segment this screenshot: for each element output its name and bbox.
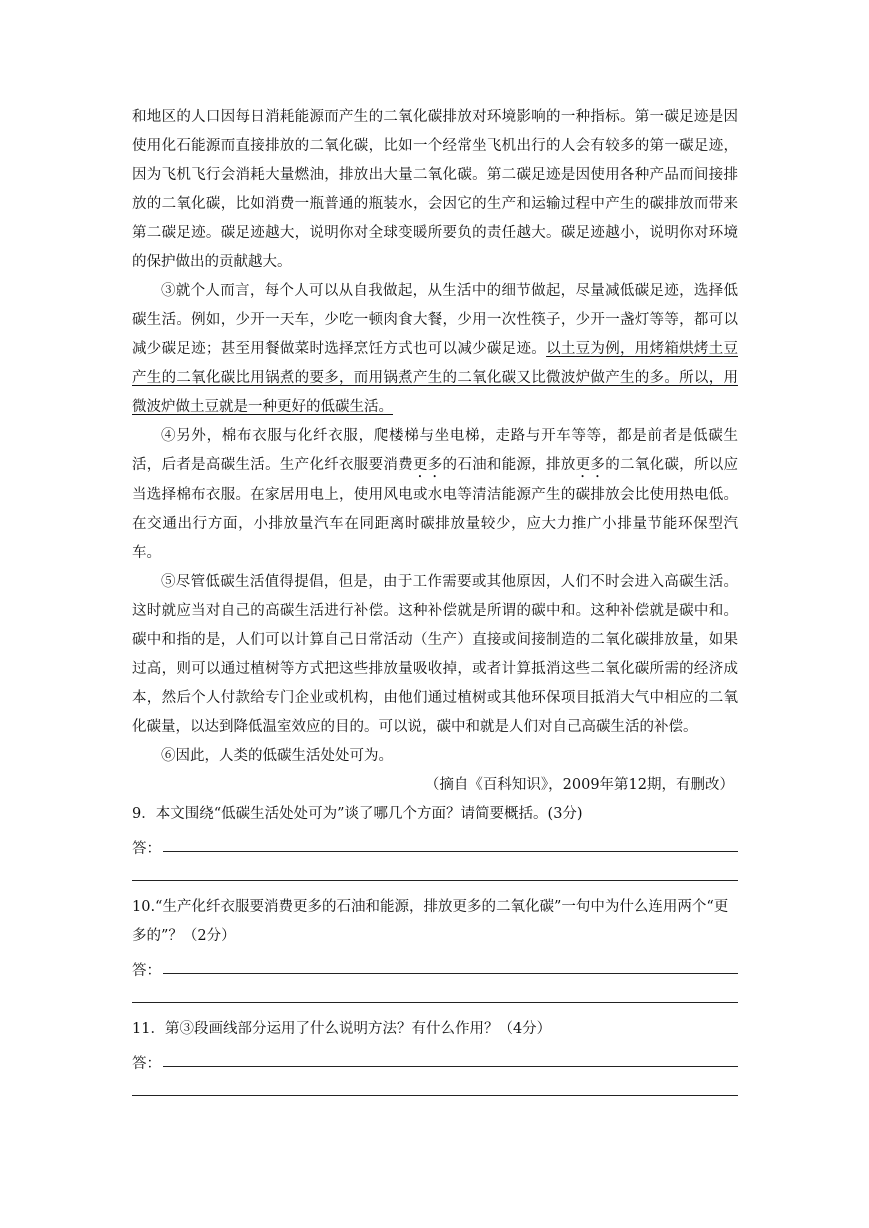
emphasis-more-2: 更多: [575, 457, 606, 473]
answer-line: [132, 1002, 738, 1003]
answer-11[interactable]: [132, 1044, 738, 1073]
answer-11-line-2[interactable]: [132, 1073, 738, 1102]
answer-9[interactable]: [132, 829, 738, 858]
paragraph-6: ⑥因此，人类的低碳生活处处可为。: [161, 748, 393, 764]
document-page: [132, 103, 738, 1102]
paragraph-4: [132, 422, 738, 568]
answer-line: [163, 973, 738, 974]
answer-label: 答：: [132, 1056, 161, 1072]
question-11: 11．第③段画线部分运用了什么说明方法？有什么作用？（4分）: [132, 1021, 552, 1037]
answer-10[interactable]: [132, 951, 738, 980]
paragraph-3-underlined: 以土豆为例，用烤箱烘烤土豆产生的二氧化碳比用锅煮的要多，而用锅煮产生的二氧化碳又比微波炉做产生的多。所以，用微波炉做土豆就是一种更好的低碳生活。: [132, 341, 739, 415]
emphasis-more-1: 更多: [412, 457, 443, 473]
paragraph-4-text-a: ④另外，棉布衣服与化纤衣服，爬楼梯与坐电梯，走路与开车等等，都是前者是低碳生活，后者是高碳生活。生产化纤衣服要消费: [132, 428, 738, 473]
source-citation: （摘自《百科知识》，2009年第12期，有删改）: [424, 777, 734, 793]
paragraph-3-text: ③就个人而言，每个人可以从自我做起，从生活中的细节做起，尽量减低碳足迹，选择低碳生活。例如，少开一天车，少吃一顿肉食大餐，少用一次性筷子，少开一盏灯等等，都可以减少碳足迹；甚至用餐做菜时选择烹饪方式也可以减少碳足迹。: [132, 283, 738, 357]
answer-line: [163, 1066, 738, 1067]
answer-line: [163, 851, 738, 852]
paragraph-intro: 和地区的人口因每日消耗能源而产生的二氧化碳排放对环境影响的一种指标。第一碳足迹是因使用化石能源而直接排放的二氧化碳，比如一个经常坐飞机出行的人会有较多的第一碳足迹，因为飞机飞行会消耗大量燃油，排放出大量二氧化碳。第二碳足迹是因使用各种产品而间接排放的二氧化碳，比如消费一瓶普通的瓶装水，会因它的生产和运输过程中产生的碳排放而带来第二碳足迹。碳足迹越大，说明你对全球变暖所要负的责任越大。碳足迹越小，说明你对环境的保护做出的贡献越大。: [132, 109, 738, 270]
paragraph-4-text-c: 的二氧化碳，所以应当选择棉布衣服。在家居用电上，使用风电或水电等清洁能源产生的碳排放会比使用热电低。在交通出行方面，小排放量汽车在同距离时碳排放量较少，应大力推广小排量节能环保型汽车。: [132, 457, 739, 561]
answer-10-line-2[interactable]: [132, 980, 738, 1009]
paragraph-4-text-b: 的石油和能源，排放: [442, 457, 576, 473]
question-10: 10.“生产化纤衣服要消费更多的石油和能源，排放更多的二氧化碳”一句中为什么连用两个“更多的”？（2分）: [132, 899, 729, 944]
paragraph-5: ⑤尽管低碳生活值得提倡，但是，由于工作需要或其他原因，人们不时会进入高碳生活。这时就应当对自己的高碳生活进行补偿。这种补偿就是所谓的碳中和。这种补偿就是碳中和。碳中和指的是，人们可以计算自己日常活动（生产）直接或间接制造的二氧化碳排放量，如果过高，则可以通过植树等方式把这些排放量吸收掉，或者计算抵消这些二氧化碳所需的经济成本，然后个人付款给专门企业或机构，由他们通过植树或其他环保项目抵消大气中相应的二氧化碳量，以达到降低温室效应的目的。可以说，碳中和就是人们对自己高碳生活的补偿。: [132, 574, 738, 735]
question-9: 9．本文围绕“低碳生活处处可为”谈了哪几个方面？请简要概括。(3分): [132, 806, 583, 822]
answer-line: [132, 1095, 738, 1096]
paragraph-3: [132, 277, 738, 422]
answer-9-line-2[interactable]: [132, 858, 738, 887]
answer-line: [132, 880, 738, 881]
answer-label: 答：: [132, 963, 161, 979]
answer-label: 答：: [132, 841, 161, 857]
